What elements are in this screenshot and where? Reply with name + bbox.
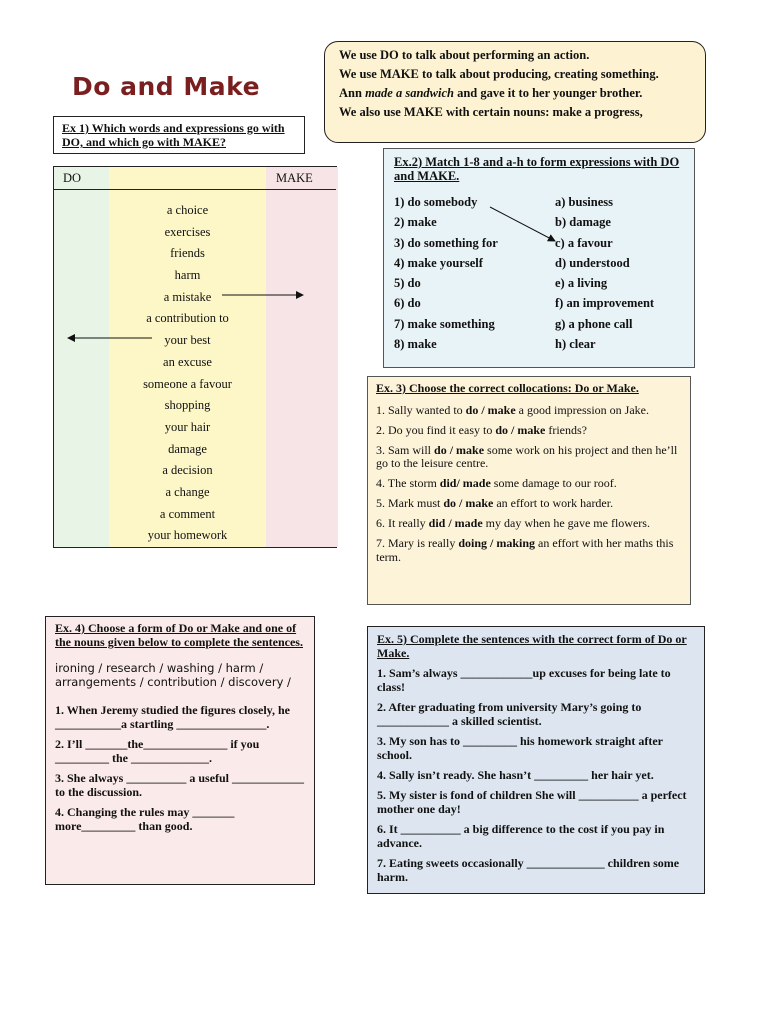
sentence-text: 3. Sam will [376,442,435,457]
word-item: your homework [147,528,228,543]
sentence-text: 2. Do you find it easy to [376,422,496,437]
page-title: Do and Make [72,72,261,101]
sentence-text: friends? [545,422,587,437]
match-right-item: c) a favour [555,235,613,250]
match-left-item: 3) do something for [394,235,498,250]
sentence-text: 7. Mary is really [376,536,459,550]
word-item: someone a favour [143,376,232,391]
sentence-text: 5. Mark must [376,496,444,510]
match-right-item: a) business [555,195,614,209]
ex5-heading: Ex. 5) Complete the sentences with the correct form of Do or Make. [377,632,687,660]
choice-words: do / make [465,402,516,417]
match-right-item: g) a phone call [555,316,633,331]
ex4-heading: Ex. 4) Choose a form of Do or Make and one of the nouns given below to complete the sentences. [55,621,303,649]
word-item: harm [174,268,201,283]
ex5-sentence: 5. My sister is fond of children She will __________ a perfect mother one day! [377,788,687,816]
choice-words: do / make [443,496,494,510]
sentence-text: an effort with her maths this term. [376,536,674,564]
match-right-item: f) an improvement [555,296,655,311]
ex5-sentence: 6. It __________ a big difference to the cost if you pay in advance. [377,822,665,850]
ex5-sentence: 4. Sally isn’t ready. She hasn’t _________ her hair yet. [377,768,654,782]
ex2-heading: Ex.2) Match 1-8 and a-h to form expressions with DO and MAKE. [394,155,680,183]
choice-words: do / make [434,442,485,457]
choice-words: did / made [428,516,483,530]
ex4-sentence: 1. When Jeremy studied the figures closely, he ___________a startling _______________. [55,703,290,731]
choice-words: doing / making [458,536,536,550]
ex4-sentence: 3. She always __________ a useful ____________ to the discussion. [55,771,305,799]
arrow-match-example [490,207,555,241]
info-line-1: We use DO to talk about performing an action. [339,48,590,62]
word-item: your best [164,333,211,348]
match-left-item: 5) do [394,276,421,291]
ex5-sentence: 2. After graduating from university Mary’s going to ____________ a skilled scientist. [377,700,642,728]
word-item: a change [165,484,210,499]
match-left-item: 1) do somebody [394,195,478,209]
sentence-text: my day when he gave me flowers. [482,516,650,530]
ex3-heading: Ex. 3) Choose the correct collocations: Do or Make. [376,381,639,395]
ex4-sentence: 4. Changing the rules may _______ more_________ than good. [55,805,235,833]
match-right-item: b) damage [555,215,611,230]
sentence-text: a good impression on Jake. [515,402,649,417]
ex5-sentence: 7. Eating sweets occasionally _____________ children some harm. [377,856,680,884]
info-line-3-end: and gave it to her younger brother. [453,86,643,100]
word-item: exercises [164,224,211,239]
sentence-text: some damage to our roof. [490,476,617,490]
word-item: damage [168,441,207,456]
word-item: friends [170,246,205,261]
word-item: a contribution to [146,311,229,326]
sentence-text: 1. Sally wanted to [376,402,466,417]
match-right-item: h) clear [555,337,596,352]
choice-words: do / make [495,422,546,437]
noun-list: ironing / research / washing / harm / arrangements / contribution / discovery / [55,661,291,689]
ex1-heading: Ex 1) Which words and expressions go with DO, and which go with MAKE? [53,116,305,154]
make-column-header: MAKE [276,171,313,185]
do-column-header: DO [63,171,82,185]
word-item: shopping [164,398,211,413]
match-left-item: 8) make [394,337,437,352]
ex5-sentence: 1. Sam’s always ____________up excuses for being late to class! [377,666,671,694]
sentence-text: 4. The storm [376,476,440,490]
match-left-item: 4) make yourself [394,255,483,270]
match-left-item: 7) make something [394,316,495,331]
word-item: a choice [166,203,209,217]
info-line-2: We use MAKE to talk about producing, creating something. [339,67,659,81]
match-right-item: e) a living [555,276,608,291]
choice-words: did/ made [439,476,491,490]
ex5-sentence: 3. My son has to _________ his homework straight after school. [377,734,663,762]
sentence-text: an effort to work harder. [493,496,614,510]
info-line-3-start: Ann [339,86,366,100]
sentence-text: some work on his project and then he’ll go to the leisure centre. [376,442,678,470]
info-line-3-italic: made a sandwich [365,86,454,100]
word-item: a comment [159,506,216,521]
info-line-4: We also use MAKE with certain nouns: make a progress, [339,105,643,119]
match-left-item: 6) do [394,296,421,311]
word-item: an excuse [163,354,212,369]
word-item: a mistake [163,289,212,304]
match-right-item: d) understood [555,255,630,270]
sentence-text: 6. It really [376,516,429,530]
ex4-sentence: 2. I’ll _______the______________ if you _________ the _____________. [55,737,260,765]
word-item: a decision [162,463,213,478]
word-item: your hair [164,419,211,434]
match-left-item: 2) make [394,215,437,230]
